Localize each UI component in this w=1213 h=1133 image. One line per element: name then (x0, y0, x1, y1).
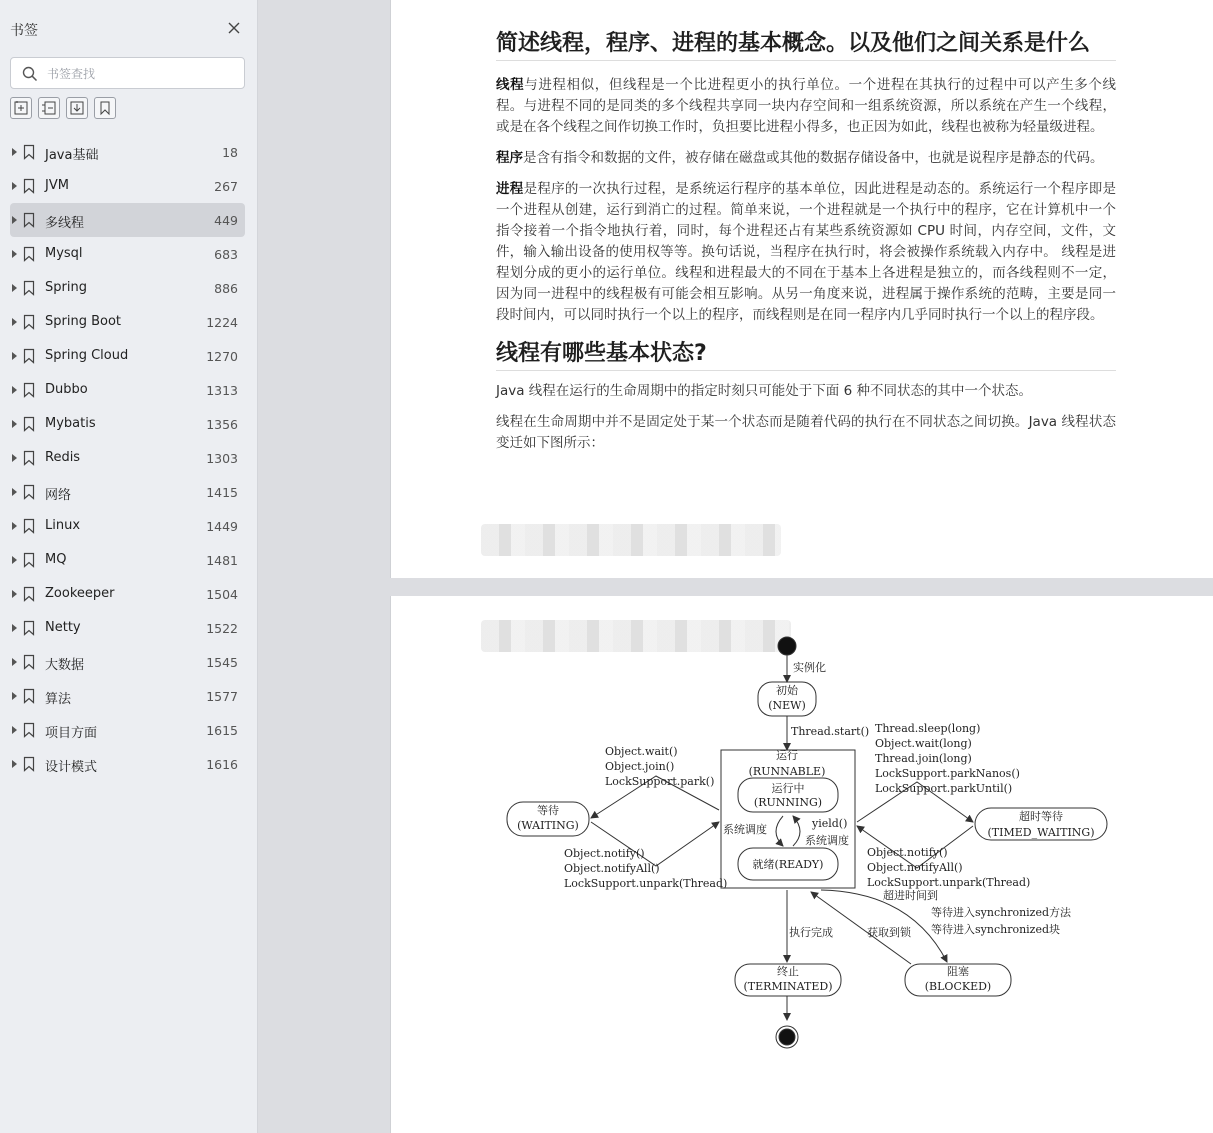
bookmark-page-number: 1522 (206, 621, 238, 636)
close-icon[interactable] (226, 20, 242, 36)
bookmark-icon (21, 348, 37, 364)
document-page (390, 596, 1213, 1133)
label-timed-out-3: 超进时间到 (883, 889, 938, 902)
label-new-cn: 初始 (776, 684, 798, 697)
bookmark-page-number: 1577 (206, 689, 238, 704)
paragraph-thread (496, 75, 1116, 138)
bookmark-icon (21, 246, 37, 262)
bookmark-icon (21, 518, 37, 534)
label-timed-in-1: Object.wait(long) (875, 737, 972, 750)
paragraph-program (496, 148, 1116, 169)
bookmark-label: 项目方面 (45, 726, 98, 741)
bookmark-page-number: 1504 (206, 587, 238, 602)
bookmark-item[interactable] (10, 645, 245, 679)
bookmark-page-number: 1356 (206, 417, 238, 432)
label-instantiate: 实例化 (793, 661, 826, 674)
thread-state-diagram (391, 596, 1213, 1133)
bookmark-label: Spring Boot (45, 314, 122, 329)
expand-arrow-icon[interactable] (12, 624, 17, 632)
watermark-blur (481, 524, 781, 556)
bookmark-page-number: 1481 (206, 553, 238, 568)
section-heading: 线程有哪些基本状态? (496, 340, 1116, 371)
label-sync-block: 等待进入synchronized块 (931, 923, 1061, 936)
bookmark-page-number: 1616 (206, 757, 238, 772)
bookmark-search-input[interactable] (47, 64, 237, 84)
bookmark-label: Linux (45, 518, 81, 533)
bookmark-page-number: 1270 (206, 349, 238, 364)
expand-arrow-icon[interactable] (12, 760, 17, 768)
bookmark-panel (0, 0, 258, 1133)
label-sched-right: 系统调度 (805, 834, 849, 847)
bookmark-page-number: 1303 (206, 451, 238, 466)
bookmark-search (10, 57, 245, 89)
bookmark-icon (21, 280, 37, 296)
label-blocked-en: (BLOCKED) (924, 980, 992, 993)
bookmark-page-number: 1224 (206, 315, 238, 330)
bookmark-item[interactable] (10, 373, 245, 407)
expand-arrow-icon[interactable] (12, 182, 17, 190)
bookmark-icon (21, 144, 37, 160)
bookmark-item[interactable] (10, 679, 245, 713)
paragraph-text: 是程序的一次执行过程，是系统运行程序的基本单位，因此进程是动态的。系统运行一个程序即是一个进程从创建，运行到消亡的过程。简单来说，一个进程就是一个执行中的程序，它在计算机中一个指令接着一个指令地执行着，同时，每个进程还占有某些系统资源如 CPU 时间，内存空间，文件，文件，输入输出设备的使用权等等。换句话说，当程序在执行时，将会被操作系统载入内存中。 线程是进程划分成的更小的运行单位。线程和进程最大的不同在于基本上各进程是独立的，而各线程则不一定，因为同一进程中的线程极有可能会相互影响。从另一角度来说，进程属于操作系统的范畴，主要是同一段时间内，可以同时执行一个以上的程序，而线程则是在同一程序内几乎同时执行一个以上的程序段。 (496, 181, 1117, 323)
search-icon (22, 66, 38, 82)
bookmark-label: MQ (45, 552, 67, 567)
label-sync-method: 等待进入synchronized方法 (931, 906, 1072, 919)
label-timed-in-4: LockSupport.parkUntil() (875, 782, 1013, 795)
bookmark-icon (21, 450, 37, 466)
bookmark-page-number: 267 (214, 179, 238, 194)
label-timed-in-2: Thread.join(long) (875, 752, 972, 765)
expand-arrow-icon[interactable] (12, 692, 17, 700)
bookmark-item[interactable] (10, 713, 245, 747)
bookmark-panel-title: 书签 (10, 23, 38, 39)
bookmark-icon (21, 178, 37, 194)
bookmark-label: 多线程 (45, 216, 85, 231)
bookmark-icon (21, 586, 37, 602)
bookmark-icon (21, 314, 37, 330)
label-wait-in-2: LockSupport.park() (605, 775, 715, 788)
expand-arrow-icon[interactable] (12, 556, 17, 564)
label-timed-out-0: Object.notify() (867, 846, 948, 859)
bookmark-label: 算法 (45, 692, 72, 707)
bookmark-item[interactable] (10, 577, 245, 611)
start-node (778, 637, 796, 655)
bookmark-item[interactable] (10, 509, 245, 543)
bookmark-item[interactable] (10, 237, 245, 271)
bookmark-page-number: 683 (214, 247, 238, 262)
label-timed-out-1: Object.notifyAll() (867, 861, 963, 874)
label-get-lock: 获取到锁 (867, 926, 911, 939)
bookmark-icon (21, 416, 37, 432)
label-wait-in-1: Object.join() (605, 760, 675, 773)
page-content (496, 30, 1116, 454)
bookmark-page-number: 1415 (206, 485, 238, 500)
label-terminated-en: (TERMINATED) (743, 980, 833, 993)
expand-arrow-icon[interactable] (12, 284, 17, 292)
bookmark-page-number: 1449 (206, 519, 238, 534)
label-wait-out-0: Object.notify() (564, 847, 645, 860)
expand-arrow-icon[interactable] (12, 522, 17, 530)
bookmark-icon (21, 722, 37, 738)
expand-arrow-icon[interactable] (12, 590, 17, 598)
label-waiting-cn: 等待 (537, 804, 559, 817)
bookmark-item[interactable] (10, 441, 245, 475)
bookmark-icon (21, 756, 37, 772)
expand-arrow-icon[interactable] (12, 352, 17, 360)
expand-bookmark-button[interactable] (66, 97, 88, 119)
bookmark-icon (21, 620, 37, 636)
label-timed-in-0: Thread.sleep(long) (875, 722, 981, 735)
label-yield: yield() (812, 817, 848, 830)
bookmark-item[interactable] (10, 407, 245, 441)
expand-arrow-icon[interactable] (12, 318, 17, 326)
bookmark-item[interactable] (10, 747, 245, 781)
bookmark-item[interactable] (10, 169, 245, 203)
bookmark-page-number: 886 (214, 281, 238, 296)
label-terminated-cn: 终止 (777, 965, 799, 978)
label-running-en: (RUNNING) (753, 796, 823, 809)
bookmark-icon (21, 212, 37, 228)
bookmark-label: Redis (45, 450, 81, 465)
label-ready: 就绪(READY) (752, 858, 824, 871)
bookmark-page-number: 18 (222, 145, 238, 160)
expand-arrow-icon[interactable] (12, 386, 17, 394)
add-child-bookmark-button[interactable] (38, 97, 60, 119)
label-runnable-cn: 运行 (776, 749, 798, 762)
label-waiting-en: (WAITING) (517, 819, 579, 832)
paragraph-states-intro: Java 线程在运行的生命周期中的指定时刻只可能处于下面 6 种不同状态的其中一个状态。 (496, 383, 1032, 399)
bookmark-icon (21, 552, 37, 568)
expand-arrow-icon[interactable] (12, 250, 17, 258)
bookmark-label: JVM (45, 178, 69, 193)
bookmark-panel-header (10, 20, 246, 40)
bookmark-label: Mybatis (45, 416, 96, 431)
bookmark-label: Java基础 (45, 148, 99, 163)
bookmark-item[interactable] (10, 271, 245, 305)
label-exec-done: 执行完成 (789, 926, 833, 939)
bookmark-page-number: 449 (214, 213, 238, 228)
term-process: 进程 (496, 181, 524, 197)
label-wait-out-1: Object.notifyAll() (564, 862, 660, 875)
bookmark-item[interactable] (10, 611, 245, 645)
bookmark-page-number: 1615 (206, 723, 238, 738)
bookmark-label: Spring (45, 280, 87, 295)
bookmark-page-number: 1545 (206, 655, 238, 670)
label-runnable-en: (RUNNABLE) (748, 765, 826, 778)
bookmark-label: Mysql (45, 246, 83, 261)
expand-arrow-icon[interactable] (12, 216, 17, 224)
term-thread: 线程 (496, 77, 525, 93)
label-wait-in-0: Object.wait() (605, 745, 678, 758)
bookmark-label: Zookeeper (45, 586, 115, 601)
section-heading: 简述线程，程序、进程的基本概念。以及他们之间关系是什么 (496, 30, 1116, 61)
bookmark-item[interactable] (10, 203, 245, 237)
label-wait-out-2: LockSupport.unpark(Thread) (564, 877, 728, 890)
expand-arrow-icon[interactable] (12, 488, 17, 496)
paragraph-text: 是含有指令和数据的文件，被存储在磁盘或其他的数据存储设备中，也就是说程序是静态的代码。 (523, 150, 1104, 166)
label-sched-left: 系统调度 (723, 823, 767, 836)
bookmark-label: Dubbo (45, 382, 88, 397)
bookmark-item[interactable] (10, 543, 245, 577)
label-timed-out-2: LockSupport.unpark(Thread) (867, 876, 1031, 889)
label-blocked-cn: 阻塞 (947, 965, 969, 978)
paragraph-process (496, 179, 1116, 326)
label-timed-en: (TIMED_WAITING) (987, 826, 1095, 839)
bookmark-label: Spring Cloud (45, 348, 129, 363)
label-new-en: (NEW) (768, 699, 806, 712)
paragraph-text: 与进程相似，但线程是一个比进程更小的执行单位。一个进程在其执行的过程中可以产生多个线程。与进程不同的是同类的多个线程共享同一块内存空间和一组系统资源，所以系统在产生一个线程，或是在各个线程之间作切换工作时，负担要比进程小得多，也正因为如此，线程也被称为轻量级进程。 (496, 77, 1117, 135)
bookmark-icon (21, 688, 37, 704)
label-timed-in-3: LockSupport.parkNanos() (875, 767, 1020, 780)
bookmark-item[interactable] (10, 135, 245, 169)
paragraph-states-transition: 线程在生命周期中并不是固定处于某一个状态而是随着代码的执行在不同状态之间切换。Java 线程状态变迁如下图所示： (496, 414, 1116, 451)
bookmark-icon (21, 382, 37, 398)
expand-arrow-icon[interactable] (12, 420, 17, 428)
document-page (390, 0, 1213, 578)
expand-arrow-icon[interactable] (12, 658, 17, 666)
bookmark-icon (21, 484, 37, 500)
bookmark-label: Netty (45, 620, 81, 635)
term-program: 程序 (496, 150, 523, 166)
label-thread-start: Thread.start() (791, 725, 870, 738)
bookmark-list (10, 135, 245, 781)
bookmark-label: 网络 (45, 488, 72, 503)
bookmark-icon-button[interactable] (94, 97, 116, 119)
bookmark-item[interactable] (10, 475, 245, 509)
bookmark-label: 大数据 (45, 658, 85, 673)
label-timed-cn: 超时等待 (1019, 810, 1063, 823)
expand-arrow-icon[interactable] (12, 148, 17, 156)
expand-arrow-icon[interactable] (12, 454, 17, 462)
bookmark-label: 设计模式 (45, 760, 98, 775)
bookmark-icon (21, 654, 37, 670)
expand-arrow-icon[interactable] (12, 726, 17, 734)
bookmark-item[interactable] (10, 305, 245, 339)
label-running-cn: 运行中 (771, 782, 805, 795)
add-bookmark-button[interactable] (10, 97, 32, 119)
bookmark-page-number: 1313 (206, 383, 238, 398)
bookmark-item[interactable] (10, 339, 245, 373)
